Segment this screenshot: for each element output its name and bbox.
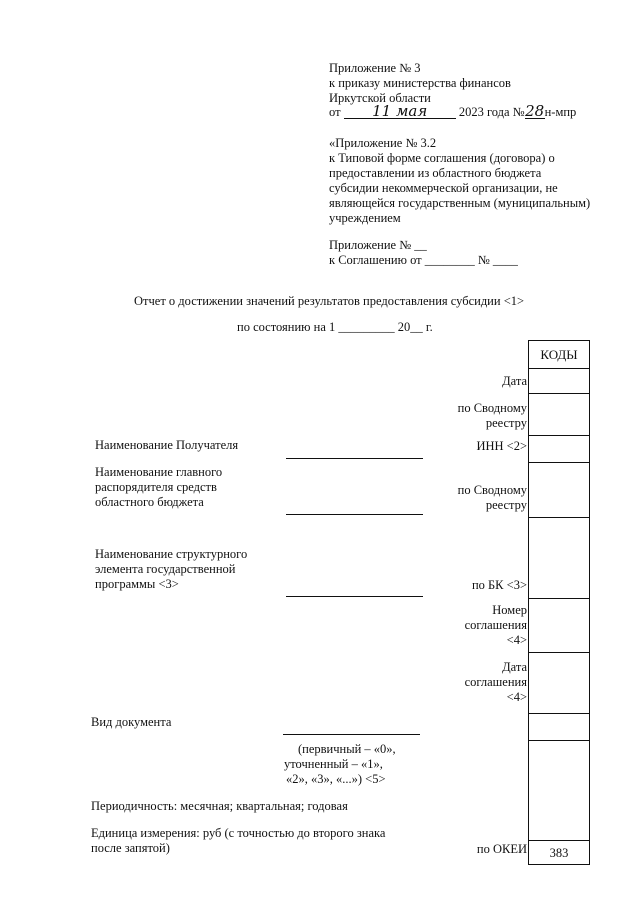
codes-header: КОДЫ — [529, 340, 589, 368]
periodicity-label: Периодичность: месячная; квартальная; годовая — [91, 799, 348, 813]
recipient-line — [286, 458, 423, 459]
unit-label-line-1: Единица измерения: руб (с точностью до второго знака — [91, 826, 386, 840]
appendix-line-2: к приказу министерства финансов — [329, 76, 511, 90]
quote-line-5: являющейся государственным (муниципальным) — [329, 196, 591, 210]
code-cell-agreement-number — [529, 598, 589, 652]
gov-label-line-3: областного бюджета — [95, 495, 204, 509]
code-label-date: Дата — [502, 374, 527, 388]
code-label-agr-date-c: <4> — [506, 690, 527, 704]
quote-line-1: «Приложение № 3.2 — [329, 136, 437, 150]
code-label-agr-num-c: <4> — [506, 633, 527, 647]
struct-label-line-2: элемента государственной — [95, 562, 236, 576]
code-label-registry-1b: реестру — [485, 416, 527, 430]
recipient-label: Наименование Получателя — [95, 438, 239, 452]
code-cell-inn — [529, 435, 589, 462]
quote-line-3: предоставлении из областного бюджета — [329, 166, 542, 180]
codes-table — [528, 340, 590, 865]
code-cell-registry-2 — [529, 462, 589, 517]
appendix-line-1: Приложение № 3 — [329, 61, 421, 75]
code-label-okei: по ОКЕИ — [476, 842, 527, 856]
code-cell-bk — [529, 517, 589, 598]
struct-label-line-3: программы <3> — [95, 577, 179, 591]
code-label-bk: по БК <3> — [471, 578, 527, 592]
unit-label-line-2: после запятой) — [91, 841, 170, 855]
agreement-line-1: Приложение № __ — [329, 238, 427, 252]
year-label: 2023 года № — [458, 105, 525, 119]
doc-kind-label: Вид документа — [91, 715, 172, 729]
gov-label-line-1: Наименование главного — [95, 465, 223, 479]
doc-note-line-3: «2», «3», «...») <5> — [286, 772, 386, 786]
doc-kind-line — [283, 734, 420, 735]
struct-label-line-1: Наименование структурного — [95, 547, 248, 561]
order-date-handwritten: 11 мая — [344, 105, 456, 119]
code-label-registry-1a: по Сводному — [457, 401, 527, 415]
code-cell-registry-1 — [529, 393, 589, 435]
code-cell-doc-kind — [529, 713, 589, 740]
code-cell-periodicity — [529, 740, 589, 840]
quote-line-4: субсидии некоммерческой организации, не — [329, 181, 558, 195]
code-cell-date — [529, 368, 589, 393]
code-label-registry-2b: реестру — [485, 498, 527, 512]
code-label-agr-date-a: Дата — [502, 660, 527, 674]
doc-note-line-2: уточненный – «1», — [284, 757, 383, 771]
code-label-inn: ИНН <2> — [476, 439, 527, 453]
order-number-handwritten: 28 — [525, 102, 545, 120]
agreement-line-2: к Соглашению от ________ № ____ — [329, 253, 518, 267]
gov-line — [286, 514, 423, 515]
as-of-date: по состоянию на 1 _________ 20__ г. — [237, 320, 433, 334]
quote-line-6: учреждением — [329, 211, 401, 225]
quote-line-2: к Типовой форме соглашения (договора) о — [329, 151, 555, 165]
code-cell-okei: 383 — [529, 840, 589, 865]
from-label: от — [329, 105, 341, 119]
gov-label-line-2: распорядителя средств — [95, 480, 217, 494]
code-cell-agreement-date — [529, 652, 589, 713]
appendix-date-line — [329, 102, 577, 120]
code-label-agr-num-a: Номер — [492, 603, 527, 617]
order-suffix: н-мпр — [544, 105, 577, 119]
code-label-agr-num-b: соглашения — [464, 618, 527, 632]
report-title: Отчет о достижении значений результатов предоставления субсидии <1> — [134, 294, 525, 308]
doc-note-line-1: (первичный – «0», — [298, 742, 396, 756]
appendix-line-3: Иркутской области — [329, 91, 431, 105]
code-label-registry-2a: по Сводному — [457, 483, 527, 497]
struct-line — [286, 596, 423, 597]
code-label-agr-date-b: соглашения — [464, 675, 527, 689]
